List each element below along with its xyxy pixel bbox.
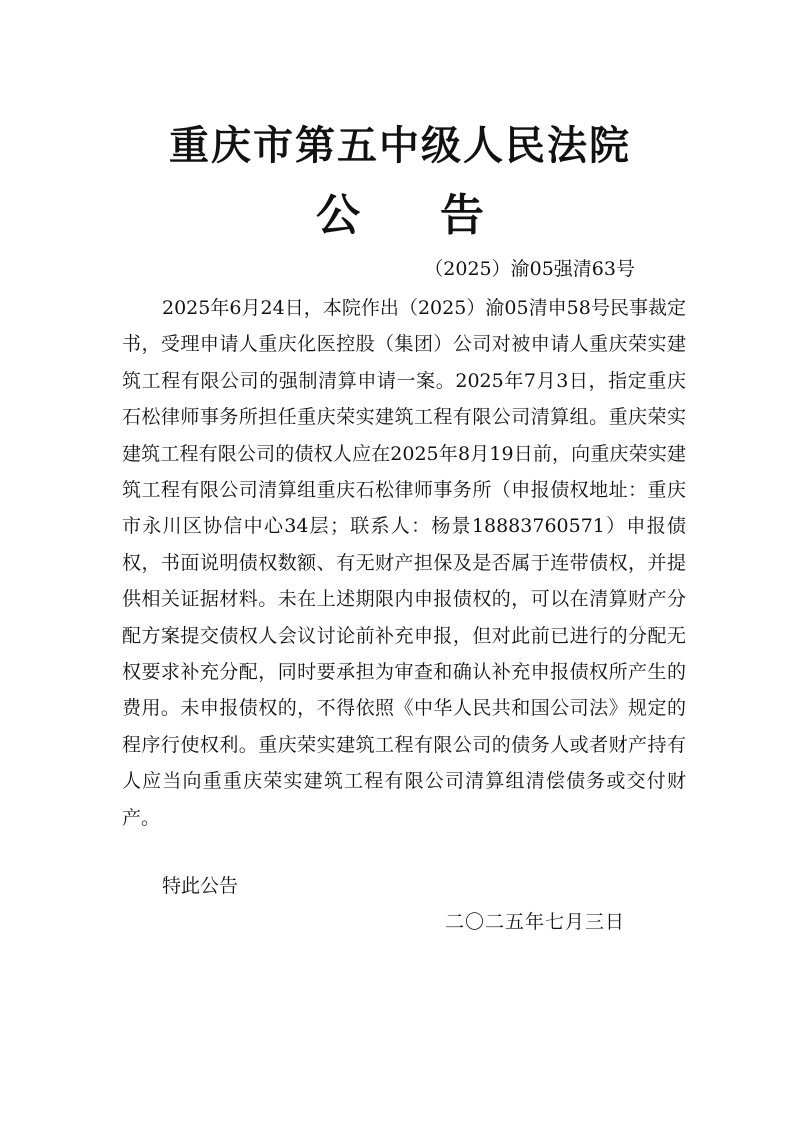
document-type-heading: 公告 [316,190,564,241]
case-number: （2025）渝05强清63号 [424,258,635,280]
court-name-title: 重庆市第五中级人民法院 [169,123,631,169]
closing-phrase: 特此公告 [162,875,239,897]
announcement-body: 2025年6月24日，本院作出（2025）渝05清申58号民事裁定书，受理申请人重庆化医控股（集团）公司对被申请人重庆荣实建筑工程有限公司的强制清算申请一案。2025年7月3日，指定重庆石松律师事务所担任重庆荣实建筑工程有限公司清算组。重庆荣实建筑工程有限公司的债权人应在2025年8月19日前，向重庆荣实建筑工程有限公司清算组重庆石松律师事务所（申报债权地址：重庆市永川区协信中心34层；联系人：杨景18883760571）申报债权，书面说明债权数额、有无财产担保及是否属于连带债权，并提供相关证据材料。未在上述期限内申报债权的，可以在清算财产分配方案提交债权人会议讨论前补充申报，但对此前已进行的分配无权要求补充分配，同时要承担为审查和确认补充申报债权所产生的费用。未申报债权的，不得依照《中华人民共和国公司法》规定的程序行使权利。重庆荣实建筑工程有限公司的债务人或者财产持有人应当向重重庆荣实建筑工程有限公司清算组清偿债务或交付财产。 [122,297,686,829]
issue-date: 二〇二五年七月三日 [444,911,625,933]
